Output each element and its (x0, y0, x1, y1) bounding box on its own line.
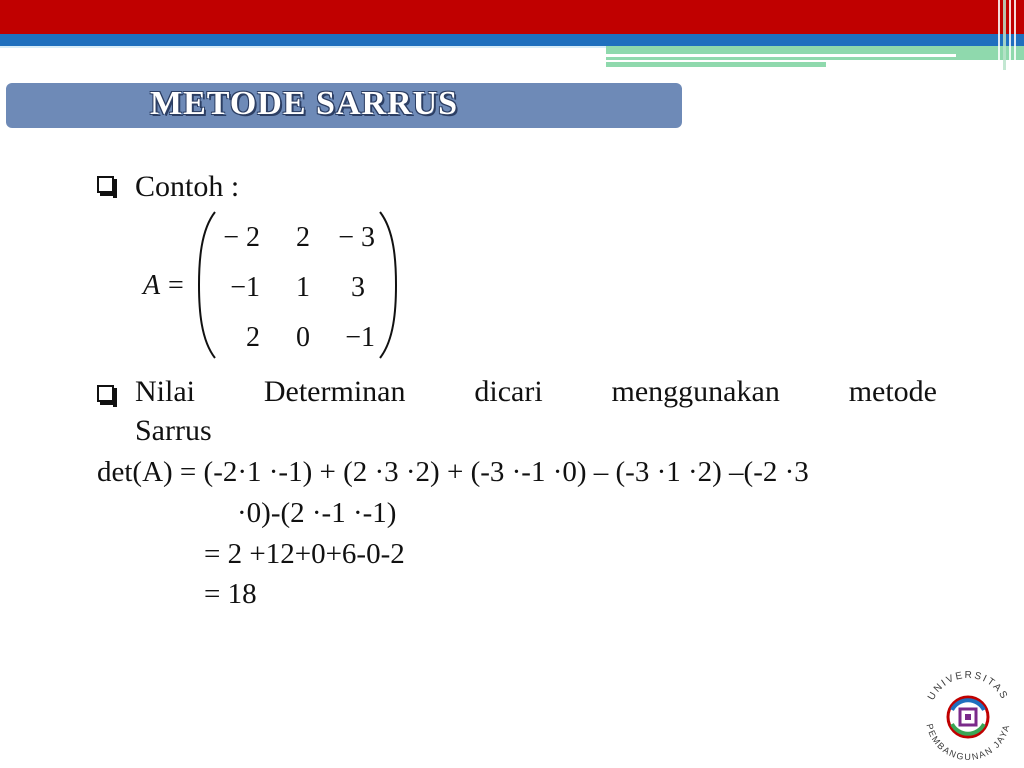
bullet-nilai-line1: Nilai Determinan dicari menggunakan metode (135, 375, 937, 408)
header-vertical-stripes (998, 0, 1016, 70)
matrix-cell: 2 (296, 222, 310, 253)
stripe (1003, 0, 1005, 70)
matrix-cell: 3 (351, 272, 365, 303)
svg-text:PEMBANGUNAN JAYA (924, 723, 1011, 762)
bullet-contoh: Contoh : (135, 170, 240, 203)
logo-bottom-text: PEMBANGUNAN JAYA (924, 722, 1012, 763)
header-white-strip (606, 54, 956, 57)
checkbox-bullet-icon (97, 385, 114, 402)
det-result: = 18 (204, 578, 257, 610)
det-formula-line1: det(A) = (-2·1 ·-1) + (2 ·3 ·2) + (-3 ·-1 ·0) – (-3 ·1 ·2) –(-2 ·3 (97, 456, 809, 488)
slide-title: METODE SARRUS (150, 85, 459, 122)
right-paren-icon (378, 210, 400, 360)
matrix-cell: 1 (296, 272, 310, 303)
stripe (1014, 0, 1016, 70)
header-thin-line (0, 46, 606, 48)
matrix-equals: = (168, 270, 184, 301)
matrix-label: A (143, 270, 161, 301)
university-logo-icon (916, 662, 1020, 766)
matrix-a (140, 210, 400, 360)
stripe (998, 0, 1000, 70)
matrix-cell: − 2 (223, 222, 260, 253)
matrix-cell: 2 (246, 322, 260, 353)
header-red-band (0, 0, 1024, 34)
matrix-cell: −1 (230, 272, 260, 303)
bullet-nilai-line2: Sarrus (135, 414, 212, 447)
stripe (1009, 0, 1011, 70)
det-sum: = 2 +12+0+6-0-2 (204, 538, 405, 570)
header-blue-band (0, 34, 1024, 46)
det-formula-line2: ·0)-(2 ·-1 ·-1) (237, 497, 397, 529)
header-green-band-small (606, 62, 826, 67)
matrix-cell: 0 (296, 322, 310, 353)
matrix-cell: − 3 (338, 222, 375, 253)
logo-top-text: UNIVERSITAS (926, 669, 1010, 703)
matrix-cell: −1 (345, 322, 375, 353)
header-green-band (606, 46, 1024, 60)
checkbox-bullet-icon (97, 176, 114, 193)
